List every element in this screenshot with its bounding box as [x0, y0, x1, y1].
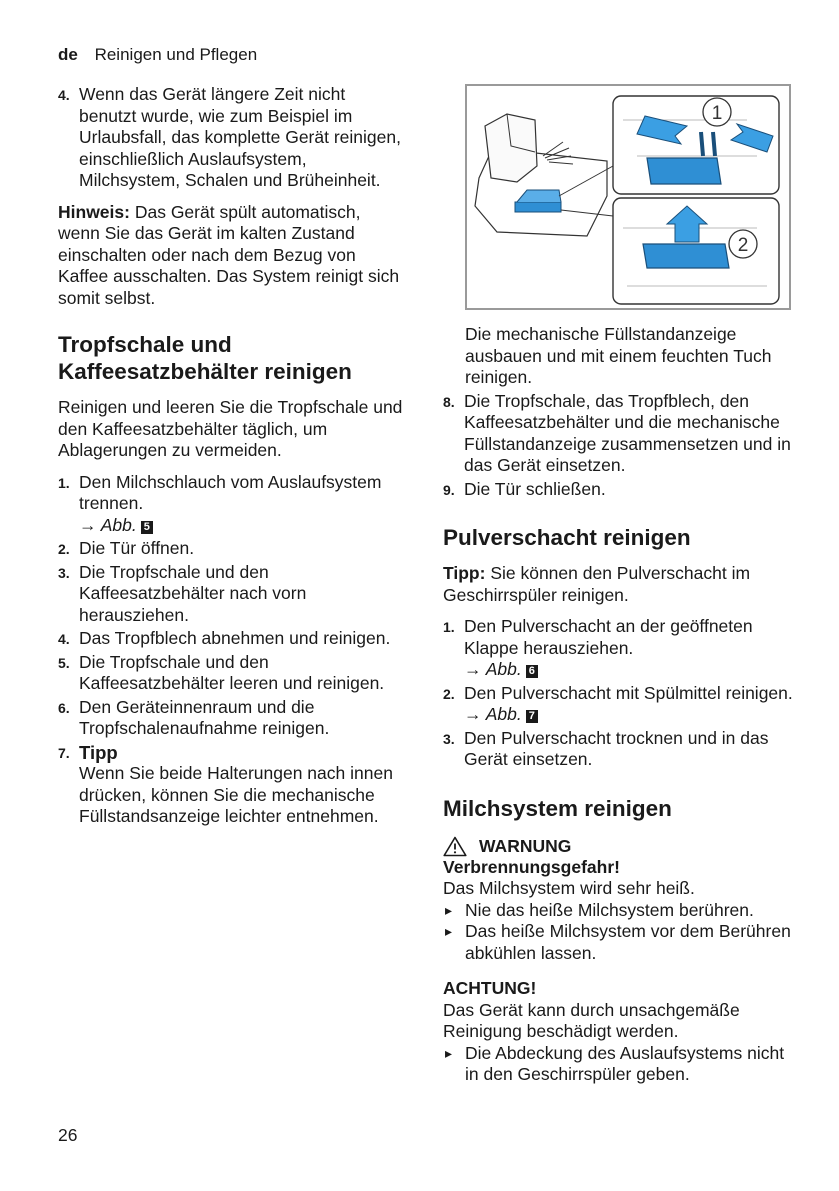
drip-tray-illustration: [467, 86, 789, 308]
warning-bullets: [443, 900, 793, 965]
intro-paragraph: Reinigen und leeren Sie die Tropfschale und den Kaffeesatzbehälter täglich, um Ablagerungen zu vermeiden.: [58, 397, 403, 460]
running-header: [58, 45, 257, 65]
attention-title: ACHTUNG!: [443, 978, 537, 998]
right-column: [443, 84, 793, 1086]
list-item: 5. Die Tropfschale und den Kaffeesatzbehälter leeren und reinigen.: [58, 651, 385, 693]
list-item: 6. Den Geräteinnenraum und die Tropfschalenaufnahme reinigen.: [58, 696, 330, 738]
list-item: ▸ Das heiße Milchsystem vor dem Berühren abkühlen lassen.: [443, 921, 793, 964]
step-continuation: Die mechanische Füllstandanzeige ausbauen und mit einem feuchten Tuch reinigen.: [465, 324, 772, 387]
warning-subtitle: Verbrennungsgefahr!: [443, 856, 620, 877]
figure-reference: → Abb. 7: [464, 704, 793, 726]
section-heading: Milchsystem reinigen: [443, 795, 672, 821]
list-item: 8. Die Tropfschale, das Tropfblech, den Kaffeesatzbehälter und die mechanische Füllstandanzeige zusammensetzen und in das Gerät einsetzen.: [443, 390, 791, 475]
attention-bullets: [443, 1043, 793, 1086]
list-item: 1. Den Milchschlauch vom Auslaufsystem trennen. → Abb. 5: [58, 472, 403, 537]
figure-reference: → Abb. 6: [464, 659, 793, 681]
list-item: 4. Wenn das Gerät längere Zeit nicht benutzt wurde, wie zum Beispiel im Urlaubsfall, das komplette Gerät reinigen, einschließlich Auslaufsystem, Milchsystem, Schalen und Brüheinheit.: [58, 84, 401, 190]
step-list-continued: [58, 84, 403, 192]
list-item: 3. Den Pulverschacht trocknen und in das Gerät einsetzen.: [443, 727, 769, 769]
left-column: [58, 84, 403, 830]
list-item: 7. Tipp Wenn Sie beide Halterungen nach innen drücken, können Sie die mechanische Füllstandsanzeige leichter entnehmen.: [58, 742, 403, 828]
step-list: [443, 616, 793, 771]
attention-text: Das Gerät kann durch unsachgemäße Reinigung beschädigt werden.: [443, 999, 740, 1041]
header-section: Reinigen und Pflegen: [94, 45, 258, 64]
tip-title: Tipp: [79, 741, 118, 763]
tip-paragraph: Tipp: Sie können den Pulverschacht im Geschirrspüler reinigen.: [443, 563, 751, 605]
svg-text:1: 1: [711, 103, 723, 124]
section-heading: Pulverschacht reinigen: [443, 525, 691, 550]
section-heading: Tropfschale und Kaffeesatzbehälter reinigen: [58, 332, 352, 384]
warning-triangle-icon: [443, 836, 467, 857]
warning-heading: WARNUNG: [443, 836, 793, 857]
list-item: 9. Die Tür schließen.: [443, 478, 606, 499]
list-item: 2. Den Pulverschacht mit Spülmittel reinigen. → Abb. 7: [443, 682, 793, 724]
fill-indicator-icon: [647, 158, 721, 184]
step-list: [58, 472, 403, 828]
note-paragraph: Hinweis: Das Gerät spült automatisch, wenn Sie das Gerät im kalten Zustand einschalten oder nach dem Bezug von Kaffee ausschalten. Das System reinigt sich somit selbst.: [58, 201, 400, 308]
list-item: ▸ Die Abdeckung des Auslaufsystems nicht in den Geschirrspüler geben.: [443, 1043, 793, 1086]
step-list: [443, 391, 793, 501]
list-item: 3. Die Tropfschale und den Kaffeesatzbehälter nach vorn herausziehen.: [58, 561, 307, 625]
list-item: 1. Den Pulverschacht an der geöffneten Klappe herausziehen. → Abb. 6: [443, 616, 793, 681]
illustration-figure: [465, 84, 791, 310]
list-item: 2. Die Tür öffnen.: [58, 538, 195, 558]
warning-text: Das Milchsystem wird sehr heiß.: [443, 878, 695, 898]
grounds-container-icon: [485, 114, 537, 182]
list-item: 4. Das Tropfblech abnehmen und reinigen.: [58, 628, 391, 648]
list-item: ▸ Nie das heiße Milchsystem berühren.: [443, 900, 793, 922]
svg-text:2: 2: [737, 235, 749, 256]
figure-reference: → Abb. 5: [79, 515, 403, 537]
page-number: 26: [58, 1125, 78, 1145]
header-language: de: [58, 45, 78, 64]
